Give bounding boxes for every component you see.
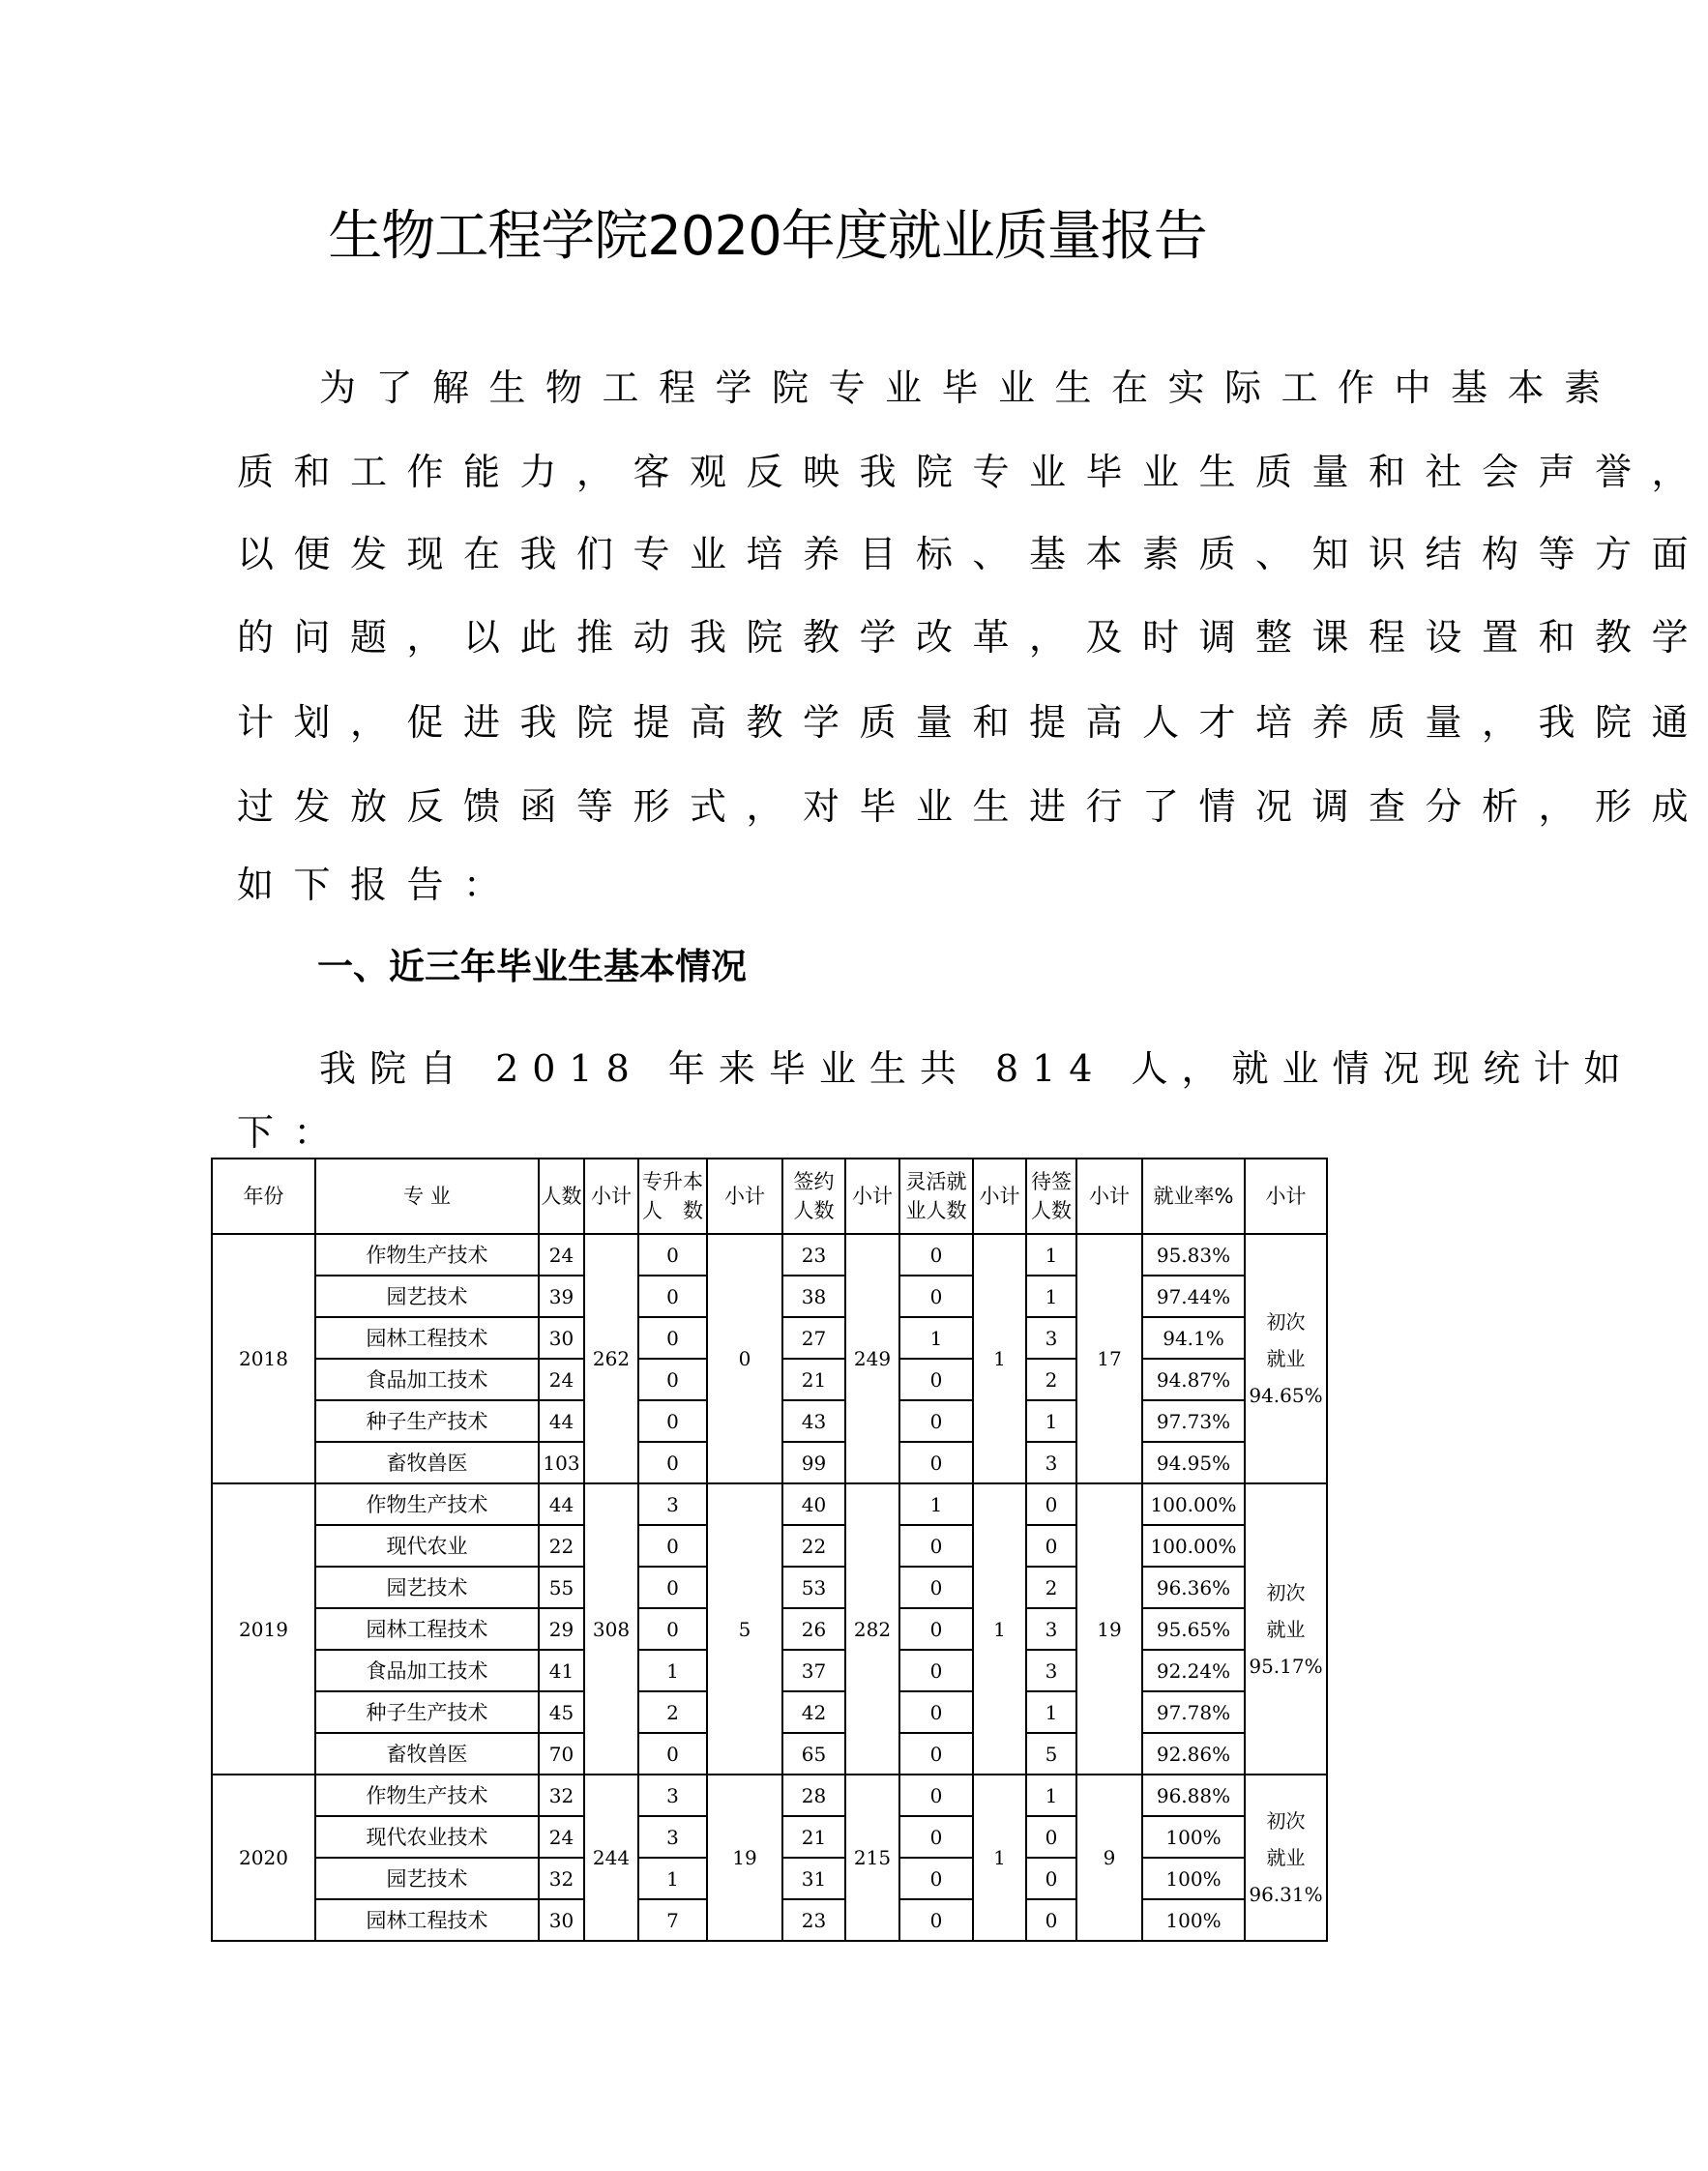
- flex-cell: 0: [899, 1775, 973, 1816]
- count-cell: 30: [539, 1317, 584, 1359]
- rate-cell: 92.86%: [1142, 1733, 1245, 1775]
- flex-subtotal-cell: 1: [973, 1234, 1026, 1483]
- pending-cell: 0: [1026, 1899, 1076, 1941]
- header-count: 人数: [539, 1159, 584, 1234]
- major-cell: 种子生产技术: [315, 1691, 539, 1733]
- pending-cell: 3: [1026, 1317, 1076, 1359]
- pending-cell: 0: [1026, 1483, 1076, 1525]
- header-signed-subtotal: 小计: [845, 1159, 899, 1234]
- header-flex-subtotal: 小计: [973, 1159, 1026, 1234]
- count-cell: 24: [539, 1359, 584, 1400]
- rate-cell: 94.95%: [1142, 1442, 1245, 1483]
- pending-cell: 2: [1026, 1567, 1076, 1608]
- major-cell: 种子生产技术: [315, 1400, 539, 1442]
- signed-cell: 65: [782, 1733, 845, 1775]
- upgrade-cell: 0: [638, 1733, 707, 1775]
- count-cell: 30: [539, 1899, 584, 1941]
- pending-cell: 3: [1026, 1442, 1076, 1483]
- upgrade-cell: 3: [638, 1775, 707, 1816]
- signed-cell: 21: [782, 1816, 845, 1858]
- count-cell: 24: [539, 1816, 584, 1858]
- header-major: 专 业: [315, 1159, 539, 1234]
- initial-employment-label: 初次: [1266, 1580, 1306, 1604]
- major-cell: 园林工程技术: [315, 1899, 539, 1941]
- table-row: [212, 1775, 1327, 1816]
- pending-cell: 1: [1026, 1276, 1076, 1317]
- count-subtotal-cell: 308: [584, 1483, 638, 1775]
- count-cell: 41: [539, 1650, 584, 1691]
- section-heading: 一、近三年毕业生基本情况: [317, 946, 747, 987]
- rate-cell: 94.1%: [1142, 1317, 1245, 1359]
- signed-cell: 26: [782, 1608, 845, 1650]
- flex-cell: 0: [899, 1858, 973, 1899]
- major-cell: 作物生产技术: [315, 1483, 539, 1525]
- flex-cell: 0: [899, 1525, 973, 1567]
- flex-subtotal-cell: 1: [973, 1775, 1026, 1941]
- initial-employment-rate: 96.31%: [1249, 1883, 1323, 1906]
- upgrade-cell: 0: [638, 1608, 707, 1650]
- count-cell: 44: [539, 1483, 584, 1525]
- year-cell: 2018: [212, 1234, 315, 1483]
- pending-cell: 0: [1026, 1816, 1076, 1858]
- upgrade-cell: 0: [638, 1567, 707, 1608]
- pending-cell: 0: [1026, 1858, 1076, 1899]
- signed-cell: 53: [782, 1567, 845, 1608]
- count-cell: 45: [539, 1691, 584, 1733]
- flex-cell: 0: [899, 1608, 973, 1650]
- intro-line: 过发放反馈函等形式，对毕业生进行了情况调查分析，形成: [237, 785, 1708, 828]
- count-cell: 39: [539, 1276, 584, 1317]
- major-cell: 食品加工技术: [315, 1359, 539, 1400]
- upgrade-cell: 0: [638, 1276, 707, 1317]
- intro-line: 以便发现在我们专业培养目标、基本素质、知识结构等方面: [237, 533, 1708, 575]
- rate-cell: 94.87%: [1142, 1359, 1245, 1400]
- table-header-row: [212, 1159, 1327, 1234]
- count-cell: 44: [539, 1400, 584, 1442]
- signed-cell: 38: [782, 1276, 845, 1317]
- header-pending-line2: 人数: [1031, 1199, 1072, 1222]
- count-subtotal-cell: 244: [584, 1775, 638, 1941]
- header-count-subtotal: 小计: [584, 1159, 638, 1234]
- header-upgrade-line2: 人 数: [642, 1199, 703, 1222]
- upgrade-subtotal-cell: 5: [707, 1483, 782, 1775]
- flex-subtotal-cell: 1: [973, 1483, 1026, 1775]
- report-title: 生物工程学院2020年度就业质量报告: [328, 205, 1207, 268]
- header-upgrade: [638, 1159, 707, 1234]
- signed-cell: 23: [782, 1234, 845, 1276]
- rate-cell: 100.00%: [1142, 1525, 1245, 1567]
- table-row: [212, 1483, 1327, 1525]
- rate-cell: 97.44%: [1142, 1276, 1245, 1317]
- initial-employment-label: 就业: [1266, 1846, 1306, 1869]
- table-body: [212, 1234, 1327, 1941]
- table-row: [212, 1234, 1327, 1276]
- header-flex-line1: 灵活就: [905, 1170, 967, 1193]
- rate-subtotal-cell: [1245, 1234, 1327, 1483]
- count-cell: 70: [539, 1733, 584, 1775]
- major-cell: 现代农业技术: [315, 1816, 539, 1858]
- signed-cell: 37: [782, 1650, 845, 1691]
- flex-cell: 1: [899, 1317, 973, 1359]
- upgrade-cell: 0: [638, 1317, 707, 1359]
- intro-line: 如下报告：: [237, 864, 520, 906]
- upgrade-subtotal-cell: 0: [707, 1234, 782, 1483]
- signed-cell: 28: [782, 1775, 845, 1816]
- rate-cell: 96.36%: [1142, 1567, 1245, 1608]
- major-cell: 园艺技术: [315, 1858, 539, 1899]
- major-cell: 作物生产技术: [315, 1234, 539, 1276]
- flex-cell: 0: [899, 1400, 973, 1442]
- flex-cell: 0: [899, 1691, 973, 1733]
- count-cell: 32: [539, 1858, 584, 1899]
- rate-cell: 100.00%: [1142, 1483, 1245, 1525]
- upgrade-subtotal-cell: 19: [707, 1775, 782, 1941]
- header-flex: [899, 1159, 973, 1234]
- summary-line: 我院自 2018 年来毕业生共 814 人，就业情况现统计如: [319, 1047, 1634, 1090]
- pending-cell: 1: [1026, 1775, 1076, 1816]
- pending-cell: 3: [1026, 1650, 1076, 1691]
- upgrade-cell: 0: [638, 1234, 707, 1276]
- flex-cell: 0: [899, 1359, 973, 1400]
- flex-cell: 0: [899, 1816, 973, 1858]
- rate-cell: 92.24%: [1142, 1650, 1245, 1691]
- initial-employment-label: 初次: [1266, 1809, 1306, 1833]
- upgrade-cell: 1: [638, 1858, 707, 1899]
- count-cell: 55: [539, 1567, 584, 1608]
- flex-cell: 0: [899, 1442, 973, 1483]
- initial-employment-label: 初次: [1266, 1310, 1306, 1334]
- flex-cell: 0: [899, 1650, 973, 1691]
- header-pending: [1026, 1159, 1076, 1234]
- flex-cell: 0: [899, 1234, 973, 1276]
- employment-table: [211, 1158, 1328, 1942]
- signed-cell: 43: [782, 1400, 845, 1442]
- signed-cell: 99: [782, 1442, 845, 1483]
- year-cell: 2020: [212, 1775, 315, 1941]
- upgrade-cell: 2: [638, 1691, 707, 1733]
- header-signed-line2: 人数: [793, 1199, 835, 1222]
- count-cell: 32: [539, 1775, 584, 1816]
- rate-cell: 100%: [1142, 1899, 1245, 1941]
- major-cell: 作物生产技术: [315, 1775, 539, 1816]
- intro-line: 的问题，以此推动我院教学改革，及时调整课程设置和教学: [237, 616, 1708, 659]
- upgrade-cell: 0: [638, 1400, 707, 1442]
- flex-cell: 0: [899, 1276, 973, 1317]
- pending-subtotal-cell: 19: [1076, 1483, 1142, 1775]
- rate-cell: 100%: [1142, 1816, 1245, 1858]
- initial-employment-label: 就业: [1266, 1347, 1306, 1370]
- header-upgrade-subtotal: 小计: [707, 1159, 782, 1234]
- count-cell: 29: [539, 1608, 584, 1650]
- rate-cell: 97.78%: [1142, 1691, 1245, 1733]
- rate-cell: 97.73%: [1142, 1400, 1245, 1442]
- signed-subtotal-cell: 215: [845, 1775, 899, 1941]
- major-cell: 畜牧兽医: [315, 1442, 539, 1483]
- pending-cell: 0: [1026, 1525, 1076, 1567]
- pending-cell: 1: [1026, 1234, 1076, 1276]
- signed-cell: 21: [782, 1359, 845, 1400]
- header-signed-line1: 签约: [793, 1170, 835, 1193]
- major-cell: 畜牧兽医: [315, 1733, 539, 1775]
- flex-cell: 0: [899, 1567, 973, 1608]
- signed-cell: 23: [782, 1899, 845, 1941]
- header-pending-subtotal: 小计: [1076, 1159, 1142, 1234]
- signed-cell: 27: [782, 1317, 845, 1359]
- upgrade-cell: 0: [638, 1525, 707, 1567]
- header-rate-subtotal: 小计: [1245, 1159, 1327, 1234]
- pending-subtotal-cell: 9: [1076, 1775, 1142, 1941]
- major-cell: 食品加工技术: [315, 1650, 539, 1691]
- pending-cell: 2: [1026, 1359, 1076, 1400]
- signed-cell: 40: [782, 1483, 845, 1525]
- flex-cell: 1: [899, 1483, 973, 1525]
- pending-cell: 5: [1026, 1733, 1076, 1775]
- count-subtotal-cell: 262: [584, 1234, 638, 1483]
- major-cell: 现代农业: [315, 1525, 539, 1567]
- major-cell: 园林工程技术: [315, 1608, 539, 1650]
- count-cell: 24: [539, 1234, 584, 1276]
- intro-line: 质和工作能力，客观反映我院专业毕业生质量和社会声誉，: [237, 451, 1708, 493]
- upgrade-cell: 3: [638, 1483, 707, 1525]
- upgrade-cell: 7: [638, 1899, 707, 1941]
- rate-cell: 95.65%: [1142, 1608, 1245, 1650]
- rate-subtotal-cell: [1245, 1483, 1327, 1775]
- upgrade-cell: 3: [638, 1816, 707, 1858]
- header-upgrade-line1: 专升本: [642, 1170, 703, 1193]
- flex-cell: 0: [899, 1899, 973, 1941]
- header-pending-line1: 待签: [1031, 1170, 1072, 1193]
- pending-cell: 1: [1026, 1400, 1076, 1442]
- header-signed: [782, 1159, 845, 1234]
- flex-cell: 0: [899, 1733, 973, 1775]
- intro-line: 计划，促进我院提高教学质量和提高人才培养质量，我院通: [237, 701, 1708, 744]
- upgrade-cell: 0: [638, 1359, 707, 1400]
- header-year: 年份: [212, 1159, 315, 1234]
- signed-cell: 22: [782, 1525, 845, 1567]
- signed-cell: 42: [782, 1691, 845, 1733]
- signed-subtotal-cell: 249: [845, 1234, 899, 1483]
- pending-cell: 1: [1026, 1691, 1076, 1733]
- initial-employment-rate: 94.65%: [1249, 1384, 1323, 1407]
- signed-cell: 31: [782, 1858, 845, 1899]
- summary-line: 下：: [237, 1111, 351, 1154]
- upgrade-cell: 1: [638, 1650, 707, 1691]
- header-rate: 就业率%: [1142, 1159, 1245, 1234]
- major-cell: 园艺技术: [315, 1567, 539, 1608]
- rate-cell: 95.83%: [1142, 1234, 1245, 1276]
- pending-subtotal-cell: 17: [1076, 1234, 1142, 1483]
- header-flex-line2: 业人数: [905, 1199, 967, 1222]
- signed-subtotal-cell: 282: [845, 1483, 899, 1775]
- pending-cell: 3: [1026, 1608, 1076, 1650]
- initial-employment-label: 就业: [1266, 1617, 1306, 1641]
- rate-subtotal-cell: [1245, 1775, 1327, 1941]
- rate-cell: 100%: [1142, 1858, 1245, 1899]
- initial-employment-rate: 95.17%: [1249, 1654, 1323, 1678]
- year-cell: 2019: [212, 1483, 315, 1775]
- count-cell: 22: [539, 1525, 584, 1567]
- major-cell: 园林工程技术: [315, 1317, 539, 1359]
- intro-line: 为了解生物工程学院专业毕业生在实际工作中基本素: [319, 367, 1621, 409]
- count-cell: 103: [539, 1442, 584, 1483]
- rate-cell: 96.88%: [1142, 1775, 1245, 1816]
- upgrade-cell: 0: [638, 1442, 707, 1483]
- major-cell: 园艺技术: [315, 1276, 539, 1317]
